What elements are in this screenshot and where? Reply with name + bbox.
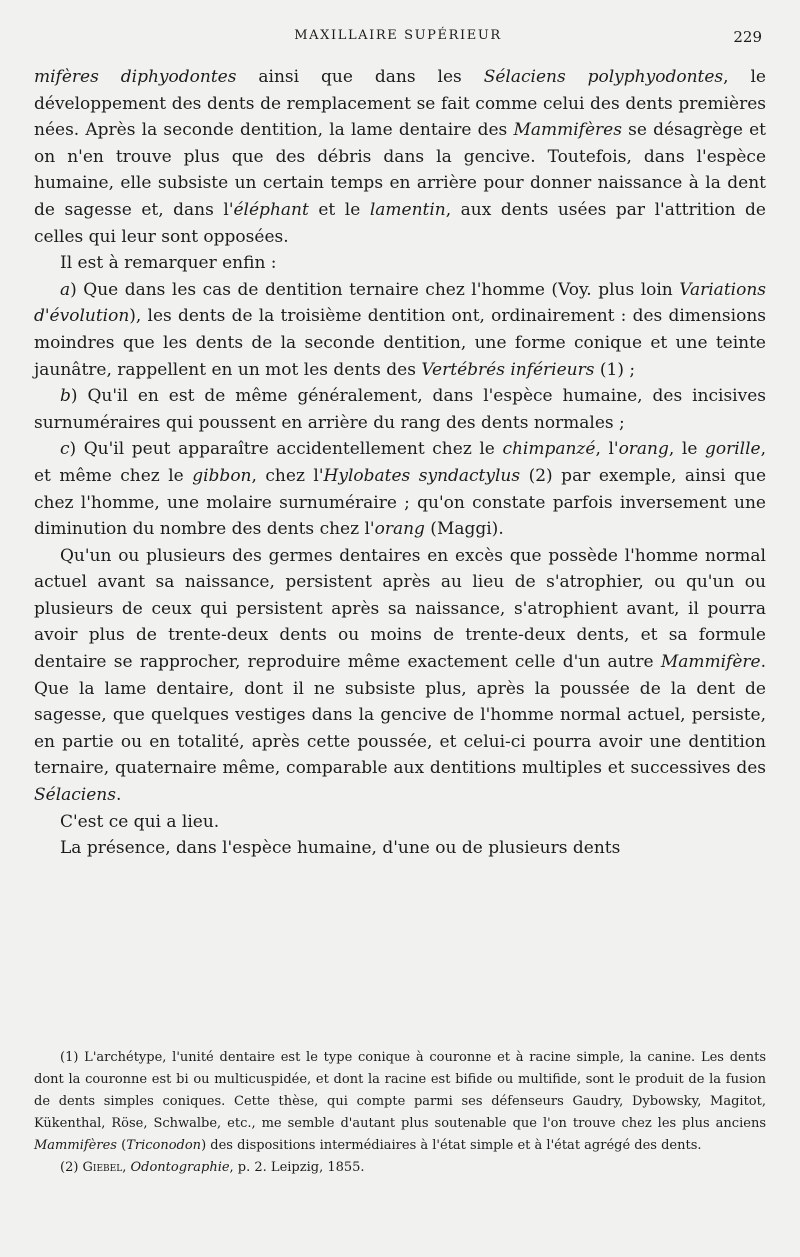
- text-run: La présence, dans l'espèce humaine, d'une ou de plusieurs dents: [60, 838, 621, 859]
- italic-text: lamentin: [369, 199, 446, 220]
- text-run: , p. 2. Leipzig, 1855.: [229, 1160, 365, 1175]
- text-run: , le développement des dents de remplacement se fait comme celui des dents premières nées. Après la seconde dentition, la lame dentaire des: [34, 67, 766, 141]
- running-title: MAXILLAIRE SUPÉRIEUR: [294, 28, 502, 43]
- italic-text: gibbon: [192, 465, 252, 486]
- list-item-b: [34, 383, 766, 436]
- italic-text: orang: [374, 519, 425, 540]
- text-run: se désagrège et on n'en trouve plus que des débris dans la gencive. Toutefois, dans l'espèce humaine, elle subsiste un certain temps en arrière pour donner naissance à la dent de sagesse et, dans l': [34, 120, 766, 220]
- text-run: ,: [122, 1160, 131, 1175]
- list-item-c: [34, 436, 766, 542]
- text-run: et le: [308, 199, 370, 220]
- text-run: (2) par exemple, ainsi que chez l'homme, une molaire surnuméraire ; qu'on constate parfois inversement une diminution du nombre des dents chez l': [34, 465, 767, 540]
- text-run: ainsi que dans les: [236, 67, 484, 87]
- paragraph: [34, 809, 766, 836]
- italic-text: Variations d'évolution: [34, 279, 766, 327]
- text-run: ) Qu'il en est de même généralement, dans l'espèce humaine, des incisives surnuméraires qui poussent en arrière du rang des dents normales ;: [34, 386, 766, 433]
- italic-text: Sélaciens polyphyodontes: [483, 67, 724, 87]
- italic-text: orang: [618, 439, 669, 460]
- text-run: .: [115, 785, 122, 806]
- text-run: , et même chez le: [34, 439, 766, 486]
- paragraph: [34, 250, 766, 277]
- author-name: Giebel: [82, 1160, 123, 1175]
- italic-text: Mammifères: [513, 120, 622, 141]
- footnotes: [34, 1047, 766, 1179]
- italic-text: Sélaciens: [34, 785, 116, 806]
- italic-text: Mammifères: [34, 1138, 117, 1153]
- text-run: C'est ce qui a lieu.: [60, 811, 220, 832]
- text-run: , l': [595, 439, 619, 460]
- italic-text: Triconodon: [126, 1138, 202, 1153]
- italic-text: gorille: [704, 439, 761, 460]
- paragraph: [34, 64, 766, 250]
- italic-text: mifères diphyodontes: [34, 67, 237, 87]
- italic-text: éléphant: [233, 199, 309, 220]
- text-run: Il est à remarquer enfin :: [60, 253, 277, 274]
- italic-text: a: [60, 279, 71, 300]
- text-run: (2): [60, 1160, 83, 1175]
- italic-text: Odontographie: [130, 1160, 230, 1175]
- text-run: . Que la lame dentaire, dont il ne subsiste plus, après la poussée de la dent de sagesse, que quelques vestiges dans la gencive de l'homme normal actuel, persiste, en partie ou en totalité, après cette poussée, et celui-ci pourra avoir une dentition ternaire, quaternaire même, comparable aux dentitions multiples et successives des: [34, 652, 766, 779]
- italic-text: Vertébrés inférieurs: [421, 359, 595, 380]
- text-run: , aux dents usées par l'attrition de celles qui leur sont opposées.: [34, 199, 766, 247]
- footnote-2: [34, 1157, 766, 1179]
- italic-text: chimpanzé: [502, 439, 596, 460]
- italic-text: Hylobates syndactylus: [323, 465, 521, 486]
- text-run: ) Que dans les cas de dentition ternaire chez l'homme (Voy. plus loin: [70, 279, 680, 300]
- list-item-a: [34, 277, 766, 383]
- paragraph: [34, 543, 766, 809]
- text-run: (1) ;: [594, 359, 636, 380]
- text-run: Qu'un ou plusieurs des germes dentaires en excès que possède l'homme normal actuel avant sa naissance, persistent après au lieu de s'atrophier, ou qu'un ou plusieurs de ceux qui persistent après sa naissance, s'atrophient avant, il pourra avoir plus de trente-deux dents ou moins de trente-deux dents, et sa formule dentaire se rapprocher, reproduire même exactement celle d'un autre: [34, 545, 766, 673]
- text-run: ) des dispositions intermédiaires à l'état simple et à l'état agrégé des dents.: [201, 1138, 702, 1153]
- page-number: 229: [733, 28, 762, 46]
- footnote-1: [34, 1047, 766, 1157]
- text-run: , le: [668, 439, 705, 460]
- text-run: ) Qu'il peut apparaître accidentellement chez le: [69, 439, 503, 460]
- italic-text: Mammifère: [660, 652, 761, 673]
- page-header: [34, 28, 762, 52]
- text-run: (Maggi).: [424, 519, 504, 540]
- text-run: ), les dents de la troisième dentition ont, ordinairement : des dimensions moindres que les dents de la seconde dentition, une forme conique et une teinte jaunâtre, rappellent en un mot les dents des: [34, 306, 766, 380]
- italic-text: b: [60, 386, 71, 407]
- paragraph: [34, 835, 766, 862]
- text-run: (: [116, 1138, 127, 1153]
- text-run: , chez l': [251, 465, 324, 486]
- text-run: (1) L'archétype, l'unité dentaire est le type conique à couronne et à racine simple, la canine. Les dents dont la couronne est bi ou multicuspidée, et dont la racine est bifide ou multifide, sont le produit de la fusion de dents simples coniques. Cette thèse, qui compte parmi ses défenseurs Gaudry, Dybowsky, Magitot, Kükenthal, Röse, Schwalbe, etc., me semble d'autant plus soutenable que l'on trouve chez les plus anciens: [34, 1050, 766, 1131]
- italic-text: c: [60, 439, 70, 460]
- body-text: [34, 64, 766, 862]
